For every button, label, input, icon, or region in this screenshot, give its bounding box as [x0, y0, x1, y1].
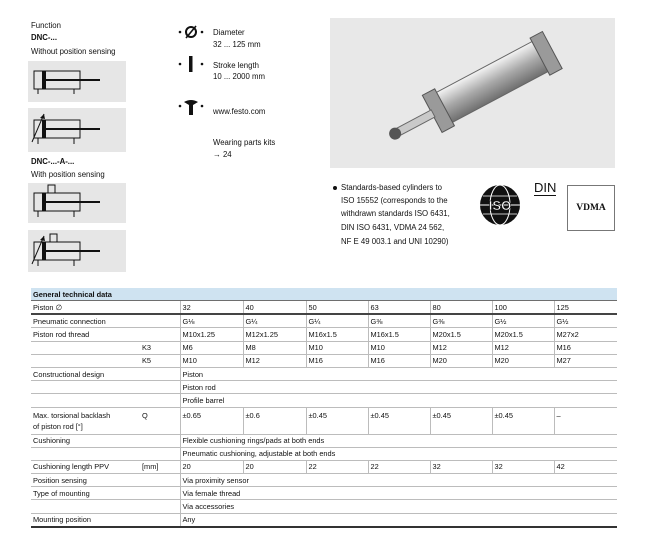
table-cell: 32 [180, 301, 243, 315]
cylinder-sensing-cushion-symbol-icon [28, 230, 126, 272]
table-cell: M12x1.25 [243, 328, 306, 341]
table-cell: 22 [306, 460, 368, 473]
row-label [31, 394, 180, 407]
table-cell: M16 [306, 354, 368, 367]
table-cell: G⅜ [368, 314, 430, 328]
table-row-constructional-3 [31, 394, 617, 407]
table-cell: 42 [554, 460, 617, 473]
vdma-logo: VDMA [567, 185, 615, 231]
table-cell: Pneumatic cushioning, adjustable at both ends [180, 447, 617, 460]
table-cell: Piston rod [180, 381, 617, 394]
wearing-parts-ref[interactable]: → 24 [213, 150, 232, 159]
cylinder-symbol-box [28, 61, 126, 102]
table-cell: ±0.45 [368, 407, 430, 434]
table-cell: Flexible cushioning rings/pads at both ends [180, 434, 617, 447]
table-row-cushion-length [31, 460, 617, 473]
table-cell: 125 [554, 301, 617, 315]
table-cell: ±0.45 [306, 407, 368, 434]
row-label [31, 354, 140, 367]
table-cell: 22 [368, 460, 430, 473]
row-label: Pneumatic connection [31, 314, 180, 328]
table-cell: G⅜ [430, 314, 492, 328]
table-cell: ±0.65 [180, 407, 243, 434]
standards-line-5: NF E 49 003.1 and UNI 10290) [341, 237, 449, 246]
table-cell: M12 [243, 354, 306, 367]
standards-line-2: ISO 15552 (corresponds to the [341, 196, 448, 205]
cylinder-cushion-symbol-box [28, 108, 126, 152]
table-cell: G⅛ [180, 314, 243, 328]
row-label: Mounting position [31, 513, 180, 527]
table-cell: G¼ [306, 314, 368, 328]
product-photo [330, 18, 615, 168]
diameter-icon [178, 24, 204, 42]
table-row-k3 [31, 341, 617, 354]
standards-line-1: Standards-based cylinders to [341, 183, 442, 192]
wearing-parts-label: Wearing parts kits [213, 138, 276, 147]
din-logo: DIN [534, 180, 557, 195]
without-sensing-label: Without position sensing [31, 47, 116, 56]
cylinder-symbol-icon [28, 61, 126, 102]
row-label: Piston ∅ [31, 301, 180, 315]
cylinder-sensing-cushion-symbol-box [28, 230, 126, 272]
table-cell: Any [180, 513, 617, 527]
row-sublabel: Q [140, 407, 180, 434]
standards-line-4: DIN ISO 6431, VDMA 24 562, [341, 223, 445, 232]
stroke-value: 10 ... 2000 mm [213, 72, 266, 81]
stroke-icon [178, 55, 204, 75]
row-label: Cushioning [31, 434, 180, 447]
table-cell: M16x1.5 [368, 328, 430, 341]
cylinder-sensing-symbol-icon [28, 183, 126, 223]
torsional-label-2: of piston rod [°] [33, 421, 83, 431]
table-cell: Via proximity sensor [180, 474, 617, 487]
table-row-torsional [31, 407, 617, 434]
table-cell: M6 [180, 341, 243, 354]
table-cell: 63 [368, 301, 430, 315]
tool-icon [178, 99, 204, 119]
table-cell: M12 [430, 341, 492, 354]
row-label [31, 341, 140, 354]
table-row-cushioning [31, 434, 617, 447]
table-cell: M10 [180, 354, 243, 367]
table-cell: M16 [368, 354, 430, 367]
table-cell: M10x1.25 [180, 328, 243, 341]
row-label: Piston rod thread [31, 328, 180, 341]
website-link[interactable]: www.festo.com [213, 107, 266, 116]
table-cell: M20 [492, 354, 554, 367]
table-cell: 20 [243, 460, 306, 473]
table-row-position-sensing [31, 474, 617, 487]
row-unit: [mm] [140, 460, 180, 473]
table-row-constructional-2 [31, 381, 617, 394]
with-sensing-label: With position sensing [31, 170, 105, 179]
standards-line-3: withdrawn standards ISO 6431, [341, 209, 450, 218]
model-sensing: DNC-...-A-... [31, 157, 75, 166]
table-cell: G¼ [243, 314, 306, 328]
table-cell: Via accessories [180, 500, 617, 513]
table-row-rod-thread [31, 328, 617, 341]
diameter-value: 32 ... 125 mm [213, 40, 261, 49]
table-cell: M16 [554, 341, 617, 354]
row-label [31, 500, 180, 513]
row-label: Type of mounting [31, 487, 180, 500]
table-cell: 40 [243, 301, 306, 315]
table-cell: M12 [492, 341, 554, 354]
table-cell: ±0.45 [492, 407, 554, 434]
table-row-pneumatic [31, 314, 617, 328]
torsional-label-1: Max. torsional backlash [33, 410, 111, 420]
pneumatic-cylinder-image [330, 18, 615, 168]
row-label: Position sensing [31, 474, 180, 487]
table-row-mounting-position [31, 513, 617, 527]
table-cell: M10 [306, 341, 368, 354]
table-cell: M16x1.5 [306, 328, 368, 341]
section-title: General technical data [31, 288, 617, 301]
table-cell: 50 [306, 301, 368, 315]
table-cell: ±0.6 [243, 407, 306, 434]
row-label [31, 407, 140, 434]
cylinder-sensing-symbol-box [28, 183, 126, 223]
table-cell: 20 [180, 460, 243, 473]
table-cell: G½ [554, 314, 617, 328]
table-cell: Via female thread [180, 487, 617, 500]
table-cell: M20 [430, 354, 492, 367]
row-sublabel: K5 [140, 354, 180, 367]
table-row-constructional [31, 367, 617, 380]
table-cell: Piston [180, 367, 617, 380]
model-basic: DNC-... [31, 33, 57, 42]
row-label [31, 381, 180, 394]
row-label [31, 447, 180, 460]
diameter-label: Diameter [213, 28, 245, 37]
table-cell: M20x1.5 [492, 328, 554, 341]
table-row-mounting [31, 487, 617, 500]
table-cell: 32 [492, 460, 554, 473]
table-cell: Profile barrel [180, 394, 617, 407]
table-section-header [31, 288, 617, 301]
svg-text:ISO: ISO [488, 198, 512, 213]
table-cell: M10 [368, 341, 430, 354]
table-cell: G½ [492, 314, 554, 328]
standards-bullet [332, 184, 338, 193]
table-cell: M20x1.5 [430, 328, 492, 341]
table-cell: M27 [554, 354, 617, 367]
stroke-label: Stroke length [213, 61, 259, 70]
table-row-mounting-2 [31, 500, 617, 513]
table-row-piston-diameter [31, 301, 617, 315]
table-cell: 100 [492, 301, 554, 315]
table-cell: 80 [430, 301, 492, 315]
table-cell: M27x2 [554, 328, 617, 341]
cylinder-cushion-symbol-icon [28, 108, 126, 152]
table-cell: – [554, 407, 617, 434]
iso-logo [476, 184, 524, 226]
table-row-k5 [31, 354, 617, 367]
row-label: Constructional design [31, 367, 180, 380]
table-row-cushioning-2 [31, 447, 617, 460]
table-cell: 32 [430, 460, 492, 473]
table-cell: ±0.45 [430, 407, 492, 434]
technical-data-table [31, 288, 617, 528]
row-sublabel: K3 [140, 341, 180, 354]
function-label: Function [31, 21, 61, 30]
row-label: Cushioning length PPV [31, 460, 140, 473]
table-cell: M8 [243, 341, 306, 354]
